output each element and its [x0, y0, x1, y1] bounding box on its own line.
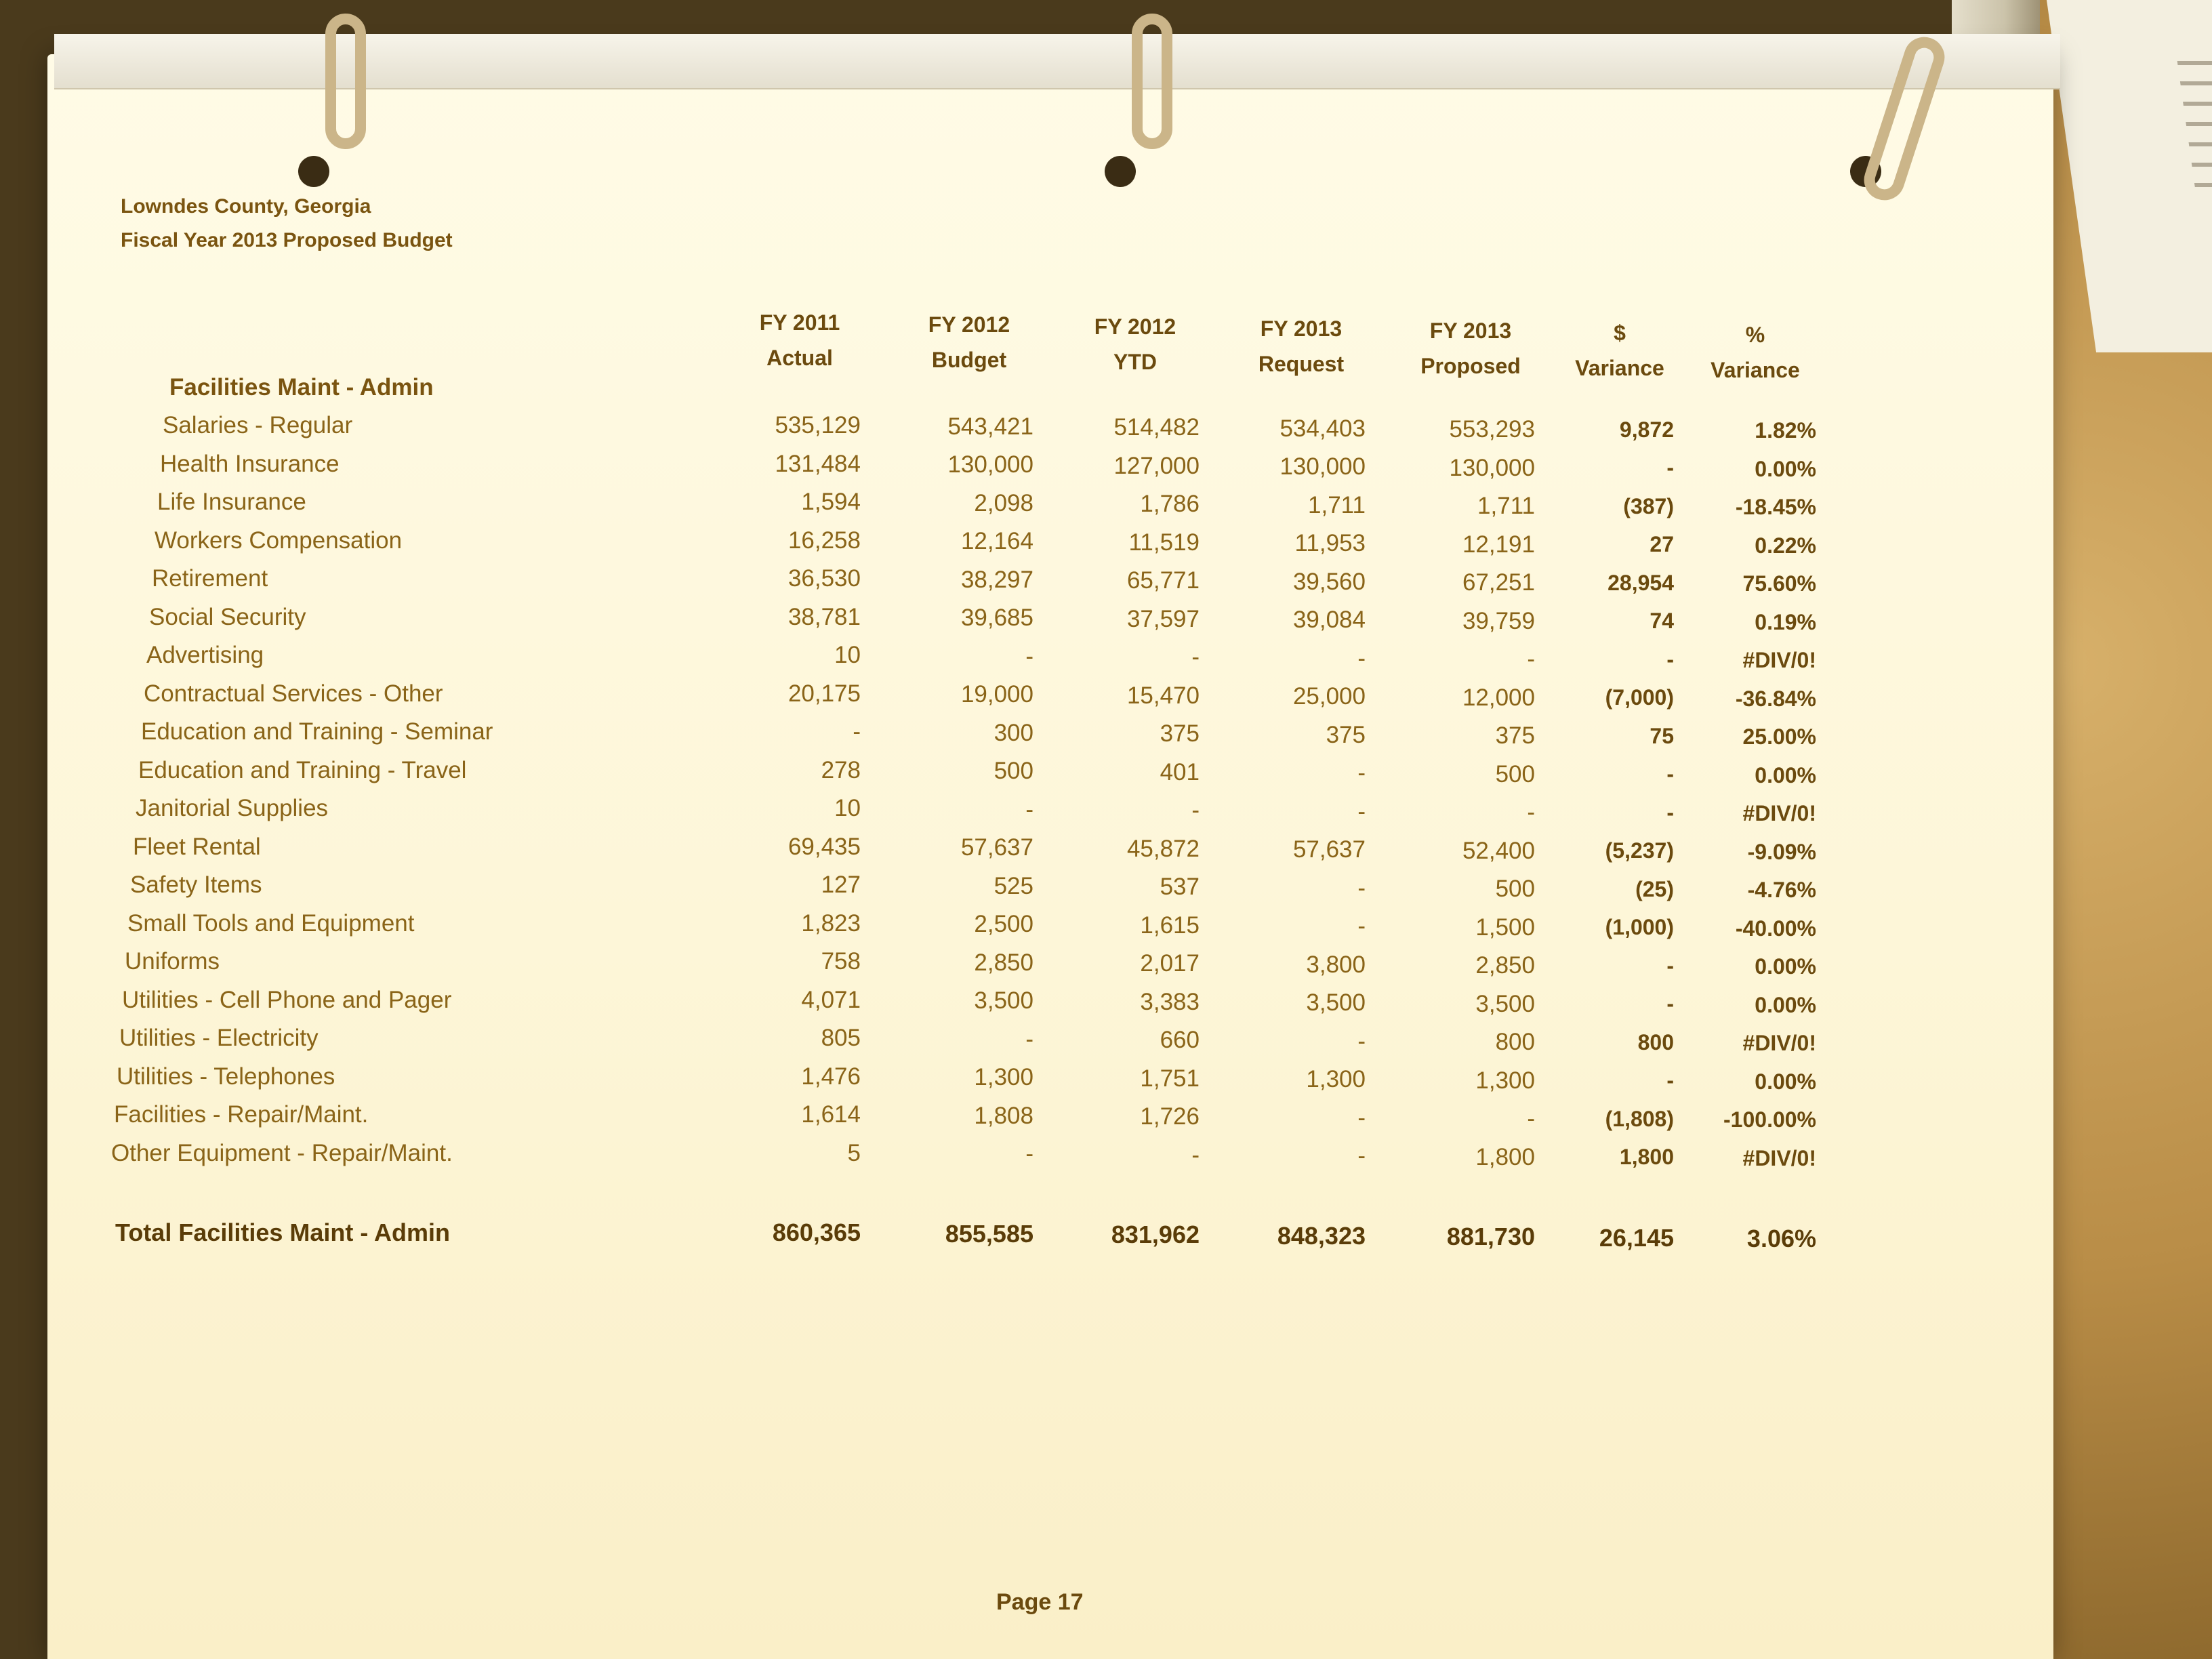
cell-dvar: - — [1666, 991, 1674, 1016]
row-label: Contractual Services - Other — [144, 680, 443, 707]
cell-fy12y: 375 — [1160, 720, 1200, 747]
table-row — [47, 680, 2053, 718]
cell-dvar: (1,000) — [1605, 915, 1674, 939]
column-header-line2: Variance — [1711, 358, 1800, 382]
cell-fy11: 860,365 — [772, 1218, 861, 1246]
cell-fy11: 278 — [821, 756, 861, 783]
cell-req: 39,084 — [1292, 607, 1366, 633]
cell-prop: 1,500 — [1475, 914, 1535, 941]
row-label: Life Insurance — [157, 489, 306, 515]
cell-dvar: - — [1666, 647, 1674, 672]
cell-prop: 2,850 — [1475, 952, 1535, 979]
row-label: Total Facilities Maint - Admin — [115, 1218, 451, 1246]
cell-fy12y: 3,383 — [1140, 988, 1200, 1015]
cell-req: 1,711 — [1308, 491, 1366, 518]
document-title: Fiscal Year 2013 Proposed Budget — [121, 229, 453, 251]
cell-fy12b: 300 — [994, 719, 1033, 746]
cell-fy12b: 543,421 — [947, 413, 1033, 440]
table-row — [47, 795, 2053, 833]
cell-prop: 800 — [1495, 1029, 1535, 1055]
column-header-line1: $ — [1614, 321, 1626, 345]
binder-ring — [325, 14, 366, 149]
column-header-line2: Actual — [766, 346, 833, 370]
cell-req: 3,500 — [1306, 989, 1366, 1016]
cell-fy11: 1,594 — [801, 489, 861, 515]
cell-dvar: 9,872 — [1619, 417, 1674, 442]
cell-fy12b: 19,000 — [960, 681, 1033, 708]
cell-fy11: 36,530 — [787, 565, 861, 592]
column-header — [1681, 317, 1830, 388]
cell-fy11: 20,175 — [787, 680, 861, 707]
cell-pvar: -4.76% — [1747, 878, 1816, 902]
cell-pvar: 0.00% — [1755, 762, 1816, 787]
cell-prop: 1,300 — [1475, 1067, 1535, 1094]
row-label: Social Security — [149, 603, 306, 630]
cell-dvar: - — [1666, 1068, 1674, 1092]
cell-fy11: 1,823 — [801, 909, 861, 937]
row-label: Facilities - Repair/Maint. — [114, 1101, 369, 1128]
cell-pvar: 0.22% — [1755, 533, 1816, 558]
binder-ring — [1132, 14, 1172, 149]
cell-dvar: - — [1666, 762, 1674, 786]
cell-fy12y: 537 — [1160, 874, 1200, 900]
cell-fy11: 5 — [847, 1139, 861, 1166]
cell-prop: 39,759 — [1462, 607, 1535, 634]
cell-fy12y: - — [1191, 1141, 1200, 1168]
cell-pvar: 0.19% — [1755, 609, 1816, 634]
cell-pvar: -100.00% — [1723, 1107, 1816, 1132]
table-row — [47, 910, 2053, 948]
scribble-mark — [2183, 102, 2212, 106]
column-header — [1227, 311, 1376, 382]
cell-prop: 500 — [1495, 876, 1535, 902]
cell-prop: 1,711 — [1477, 493, 1535, 519]
row-label: Small Tools and Equipment — [127, 909, 415, 937]
column-header-line1: FY 2013 — [1429, 319, 1512, 343]
table-row — [47, 834, 2053, 872]
cell-fy12b: 57,637 — [960, 834, 1033, 861]
cell-req: 11,953 — [1294, 530, 1366, 556]
cell-fy12b: - — [1025, 1141, 1033, 1167]
scribble-mark — [2194, 183, 2212, 187]
cell-req: - — [1357, 760, 1366, 786]
cell-fy12b: 500 — [994, 758, 1033, 784]
cell-dvar: (25) — [1635, 876, 1674, 901]
cell-fy12y: 1,726 — [1140, 1103, 1200, 1130]
table-row — [47, 565, 2053, 603]
column-header-line2: Variance — [1575, 356, 1664, 380]
cell-fy12b: 12,164 — [960, 528, 1033, 554]
cell-fy12y: - — [1191, 797, 1200, 823]
cell-fy11: 535,129 — [775, 412, 861, 438]
column-header — [1396, 313, 1545, 384]
cell-pvar: 0.00% — [1755, 992, 1816, 1017]
column-header — [1545, 315, 1694, 386]
cell-fy12b: 2,500 — [974, 911, 1033, 937]
total-row — [47, 1218, 2053, 1256]
cell-fy11: 758 — [821, 948, 861, 975]
column-header-line2: Proposed — [1420, 354, 1521, 378]
cell-fy11: 1,614 — [801, 1101, 861, 1128]
table-row — [47, 527, 2053, 565]
cell-pvar: -36.84% — [1735, 686, 1816, 711]
org-name: Lowndes County, Georgia — [121, 195, 371, 218]
cell-req: 3,800 — [1306, 951, 1366, 978]
cell-fy12b: 525 — [994, 872, 1033, 899]
punch-hole — [298, 156, 329, 187]
cell-pvar: #DIV/0! — [1742, 1145, 1816, 1170]
cell-dvar: (5,237) — [1605, 838, 1674, 863]
cell-fy11: 805 — [821, 1025, 861, 1051]
page-number: Page 17 — [996, 1589, 1084, 1615]
cell-prop: - — [1527, 799, 1535, 825]
row-label: Other Equipment - Repair/Maint. — [111, 1139, 453, 1166]
cell-pvar: 25.00% — [1742, 724, 1816, 749]
cell-pvar: 75.60% — [1742, 571, 1816, 596]
cell-fy12y: - — [1191, 644, 1200, 670]
cell-fy12b: - — [1025, 1025, 1033, 1052]
table-row — [47, 1101, 2053, 1139]
cell-fy12y: 2,017 — [1140, 950, 1200, 977]
cell-prop: 52,400 — [1462, 837, 1535, 864]
column-header-line1: FY 2013 — [1260, 316, 1343, 341]
column-header-line1: FY 2011 — [759, 310, 840, 335]
cell-prop: 12,000 — [1462, 684, 1535, 711]
cell-fy12b: 38,297 — [960, 566, 1033, 593]
cell-pvar: 0.00% — [1755, 954, 1816, 979]
table-row — [47, 451, 2053, 489]
table-row — [47, 489, 2053, 527]
cell-req: - — [1357, 1143, 1366, 1169]
cell-fy12y: 65,771 — [1126, 567, 1200, 594]
cell-fy12b: 1,300 — [974, 1064, 1033, 1090]
cell-fy12b: 855,585 — [945, 1219, 1033, 1248]
cell-fy11: 10 — [834, 795, 861, 821]
cell-dvar: (1,808) — [1605, 1106, 1674, 1131]
cell-req: 534,403 — [1279, 415, 1366, 442]
table-row — [47, 604, 2053, 642]
cell-req: - — [1357, 1027, 1366, 1054]
cell-dvar: (387) — [1623, 493, 1674, 518]
cell-fy12y: 1,615 — [1140, 912, 1200, 939]
cell-pvar: #DIV/0! — [1742, 648, 1816, 672]
cell-req: 25,000 — [1292, 683, 1366, 710]
table-row — [47, 987, 2053, 1025]
cell-fy11: 127 — [821, 872, 861, 898]
cell-prop: 881,730 — [1446, 1223, 1535, 1250]
cell-fy12b: 1,808 — [974, 1102, 1033, 1129]
punch-hole — [1105, 156, 1136, 187]
cell-req: - — [1357, 644, 1366, 672]
cell-pvar: 1.82% — [1755, 418, 1816, 443]
column-header-line1: % — [1745, 323, 1765, 347]
scribble-mark — [2189, 142, 2212, 146]
cell-fy11: 131,484 — [775, 450, 861, 477]
scribble-mark — [2186, 122, 2212, 126]
cell-pvar: -9.09% — [1747, 839, 1816, 864]
cell-dvar: 28,954 — [1607, 570, 1674, 595]
cell-fy11: 1,476 — [801, 1063, 861, 1090]
row-label: Utilities - Cell Phone and Pager — [122, 986, 452, 1013]
cell-fy12y: 660 — [1160, 1027, 1200, 1053]
cell-prop: 500 — [1495, 760, 1535, 787]
row-label: Advertising — [146, 642, 264, 668]
row-label: Safety Items — [130, 872, 262, 898]
cell-dvar: - — [1666, 800, 1674, 825]
column-header-line1: FY 2012 — [1094, 314, 1176, 339]
row-label: Health Insurance — [160, 450, 340, 477]
cell-fy12b: - — [1025, 642, 1033, 670]
table-row — [47, 1063, 2053, 1101]
cell-pvar: 3.06% — [1746, 1225, 1816, 1252]
cell-req: - — [1357, 798, 1366, 825]
column-header — [1061, 309, 1210, 380]
table-row — [47, 757, 2053, 795]
column-header — [725, 305, 874, 375]
cell-fy12y: 1,786 — [1140, 491, 1200, 517]
cell-req: 1,300 — [1306, 1066, 1366, 1092]
scribble-mark — [2192, 163, 2212, 167]
table-row — [47, 1140, 2053, 1178]
table-row — [47, 718, 2053, 756]
cell-prop: 375 — [1495, 722, 1535, 749]
cell-fy12b: 39,685 — [960, 605, 1033, 631]
cell-fy11: 16,258 — [787, 527, 861, 554]
cell-fy12y: 127,000 — [1113, 452, 1200, 479]
cell-dvar: 27 — [1650, 532, 1674, 556]
cell-fy12y: 514,482 — [1113, 414, 1200, 441]
column-header-line1: FY 2012 — [928, 312, 1010, 337]
row-label: Workers Compensation — [155, 527, 403, 554]
table-row — [47, 1025, 2053, 1063]
cell-fy12y: 37,597 — [1126, 605, 1200, 632]
cell-fy11: 38,781 — [787, 603, 861, 630]
cell-fy12y: 401 — [1160, 758, 1200, 785]
scribble-mark — [2180, 81, 2212, 85]
cell-prop: 1,800 — [1475, 1143, 1535, 1170]
scribble-mark — [2177, 61, 2212, 65]
cell-dvar: - — [1666, 455, 1674, 480]
row-label: Janitorial Supplies — [136, 795, 329, 821]
cell-req: 130,000 — [1279, 453, 1366, 480]
cell-fy12b: - — [1025, 796, 1033, 823]
row-label: Fleet Rental — [133, 833, 261, 860]
cell-prop: 67,251 — [1462, 569, 1535, 596]
cell-fy12y: 1,751 — [1140, 1065, 1200, 1092]
column-header — [895, 307, 1044, 377]
cell-dvar: (7,000) — [1605, 685, 1674, 710]
cell-pvar: #DIV/0! — [1742, 801, 1816, 825]
budget-page — [47, 54, 2053, 1659]
row-label: Salaries - Regular — [163, 412, 353, 438]
table-row — [47, 412, 2053, 450]
cell-prop: 12,191 — [1462, 531, 1535, 558]
cell-fy12b: 2,850 — [974, 949, 1033, 976]
cell-prop: 130,000 — [1449, 454, 1535, 481]
cell-dvar: - — [1666, 953, 1674, 978]
cell-fy12b: 130,000 — [947, 451, 1033, 478]
row-label: Utilities - Electricity — [119, 1025, 319, 1051]
cell-fy11: 4,071 — [801, 986, 861, 1013]
binder-ring-strip — [54, 34, 2060, 89]
column-header-line2: YTD — [1113, 350, 1157, 374]
cell-dvar: 74 — [1650, 609, 1674, 633]
cell-prop: - — [1527, 646, 1535, 672]
cell-pvar: -18.45% — [1735, 495, 1816, 519]
column-header-line2: Request — [1258, 352, 1345, 376]
cell-dvar: 800 — [1637, 1029, 1674, 1054]
cell-fy11: 10 — [834, 642, 861, 668]
cell-prop: 553,293 — [1449, 416, 1535, 443]
cell-dvar: 1,800 — [1619, 1145, 1674, 1169]
cell-dvar: 75 — [1650, 723, 1674, 748]
row-label: Retirement — [152, 565, 268, 592]
cell-req: 57,637 — [1292, 836, 1366, 863]
cell-fy11: 69,435 — [787, 833, 861, 860]
cell-fy12y: 15,470 — [1126, 682, 1200, 709]
cell-req: - — [1357, 913, 1366, 939]
cell-fy12b: 2,098 — [974, 489, 1033, 516]
cell-req: 39,560 — [1292, 568, 1366, 595]
table-row — [47, 948, 2053, 986]
cell-fy12y: 45,872 — [1126, 835, 1200, 862]
cell-dvar: 26,145 — [1599, 1223, 1674, 1252]
cell-req: - — [1357, 874, 1366, 901]
section-title: Facilities Maint - Admin — [169, 374, 434, 401]
row-label: Education and Training - Travel — [138, 756, 467, 783]
cell-fy12b: 3,500 — [974, 987, 1033, 1014]
table-row — [47, 872, 2053, 909]
cell-pvar: 0.00% — [1755, 1069, 1816, 1094]
column-header-line2: Budget — [931, 348, 1007, 372]
cell-pvar: -40.00% — [1735, 916, 1816, 941]
cell-fy12y: 831,962 — [1111, 1221, 1200, 1248]
cell-pvar: #DIV/0! — [1742, 1031, 1816, 1055]
cell-req: 848,323 — [1277, 1221, 1366, 1250]
row-label: Education and Training - Seminar — [141, 718, 493, 745]
cell-fy11: - — [853, 718, 861, 745]
cell-fy12y: 11,519 — [1128, 529, 1200, 556]
cell-pvar: 0.00% — [1755, 456, 1816, 481]
table-row — [47, 642, 2053, 680]
cell-prop: - — [1527, 1105, 1535, 1132]
cell-req: - — [1357, 1104, 1366, 1131]
cell-prop: 3,500 — [1475, 990, 1535, 1017]
row-label: Uniforms — [125, 948, 220, 975]
cell-req: 375 — [1326, 721, 1366, 748]
row-label: Utilities - Telephones — [117, 1063, 335, 1090]
